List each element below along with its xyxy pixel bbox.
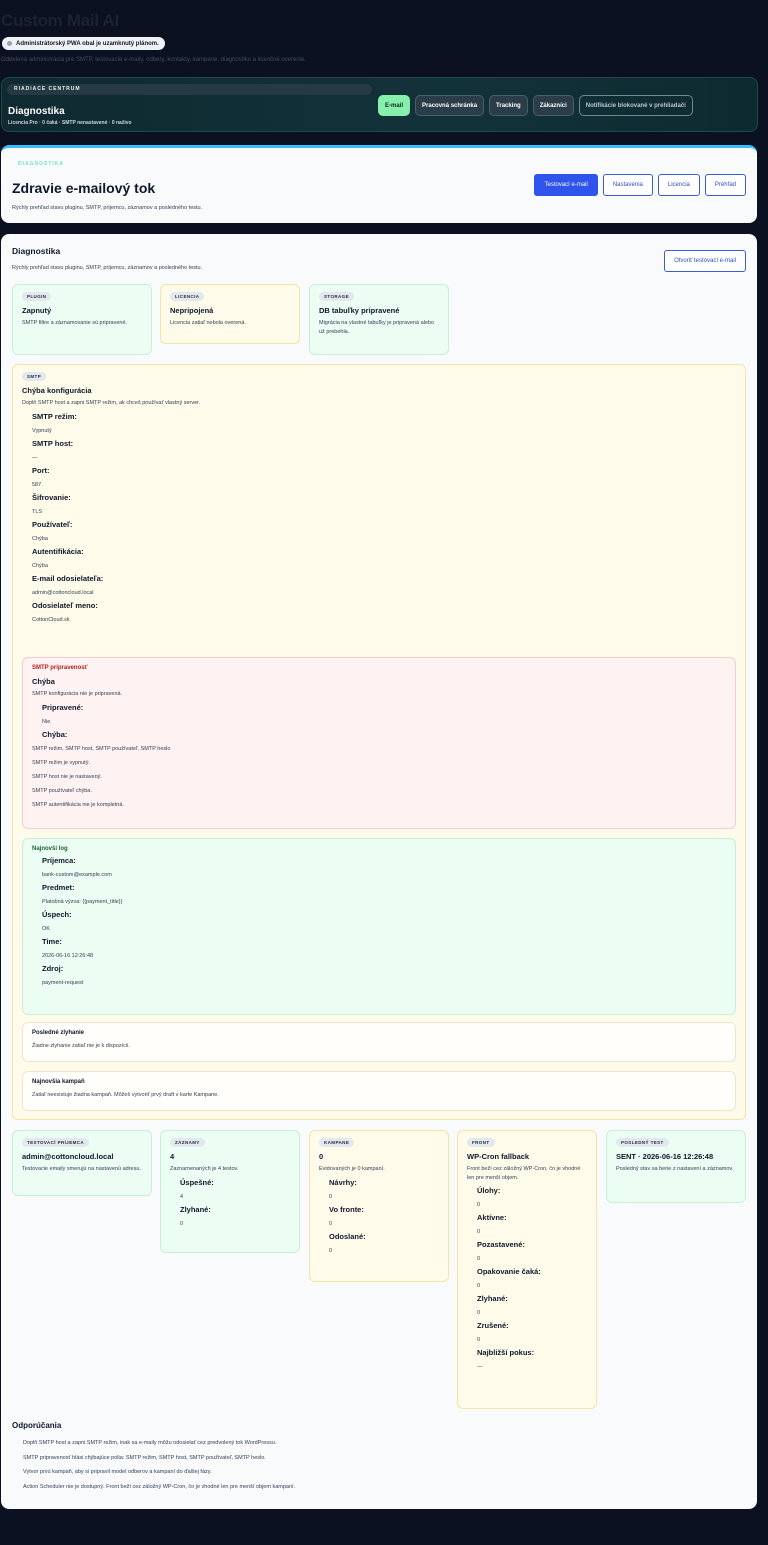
campaigns-card xyxy=(309,1130,449,1282)
last-failure-card xyxy=(22,1022,736,1062)
card-chip: LICENCIA xyxy=(170,292,204,301)
hero-actions xyxy=(534,174,746,196)
field-value: TLS xyxy=(32,508,43,515)
field-label: Time: xyxy=(42,937,62,946)
smtp-readiness-card xyxy=(22,657,736,829)
card-text: Posledný stav sa berie z nastavení a záznamov. xyxy=(616,1166,734,1172)
card-text: Migrácia na vlastné tabuľky je pripravená alebo už prebehla. xyxy=(319,320,435,335)
recommendation-item: SMTP pripravenosť hlási chýbajúce polia: SMTP režim, SMTP host, SMTP používateľ, SMTP heslo. xyxy=(23,1454,266,1461)
field-label: SMTP režim: xyxy=(32,411,77,421)
card-chip: TESTOVACÍ PRÍJEMCA xyxy=(22,1138,89,1147)
pwa-badge-label: Administrátorský PWA obal je uzamknutý plánom. xyxy=(16,40,159,47)
field-value: 0 xyxy=(477,1310,481,1317)
test-recipient-card xyxy=(12,1130,152,1196)
tab-inbox[interactable]: Pracovná schránka xyxy=(415,95,484,116)
page-title: Zdravie e-mailový tok xyxy=(12,180,156,196)
field-value: Chýba xyxy=(32,562,48,569)
field-label: Autentifikácia: xyxy=(32,546,84,556)
field-value: 0 xyxy=(477,1229,481,1236)
subsection-title: Najnovšia kampaň xyxy=(32,1079,85,1085)
card-text: Testovacie emaily smerujú na nastavenú adresu. xyxy=(22,1166,141,1172)
license-status-card xyxy=(160,284,300,344)
card-chip: SMTP xyxy=(22,372,46,381)
field-label: Zrušené: xyxy=(477,1321,509,1331)
section-subtitle: Rýchly prehľad stavu pluginu, SMTP, príjemcu, záznamov a posledného testu. xyxy=(12,265,203,271)
field-value: 0 xyxy=(180,1220,184,1227)
card-title: DB tabuľky pripravené xyxy=(319,306,400,315)
field-value: payment-request xyxy=(42,980,84,986)
issue-item: SMTP host nie je nastavený. xyxy=(32,773,102,780)
control-center-status: Licencia Pro · 0 čaká · SMTP nenastavené · 0 naživo xyxy=(8,120,132,126)
field-label: Port: xyxy=(32,465,50,475)
field-value: Chýba xyxy=(32,535,48,542)
card-title: 0 xyxy=(319,1152,324,1161)
card-title: admin@cottoncloud.local xyxy=(22,1152,114,1161)
records-card xyxy=(160,1130,300,1253)
issue-item: SMTP autentifikácia nie je kompletná. xyxy=(32,801,124,808)
card-title: SENT · 2026-06-16 12:26:48 xyxy=(616,1152,714,1161)
status-dot-icon xyxy=(7,41,12,46)
license-button[interactable]: Licencia xyxy=(658,174,700,196)
field-value: 587 xyxy=(32,481,42,488)
field-value: SMTP režim, SMTP host, SMTP používateľ, SMTP heslo xyxy=(32,745,171,752)
card-text: Licencia zatiaľ nebola overená. xyxy=(170,320,246,326)
field-value: — xyxy=(477,1364,483,1371)
card-chip: STORAGE xyxy=(319,292,354,301)
card-chip: ZÁZNAMY xyxy=(170,1138,205,1147)
recommendation-item: Vytvor prvú kampaň, aby si pripravil model odberov a kampaní do ďalšej fázy. xyxy=(23,1469,212,1475)
smtp-fields xyxy=(32,412,736,624)
card-title: 4 xyxy=(170,1152,175,1161)
plugin-status-card xyxy=(12,284,152,355)
readiness-fields xyxy=(42,703,726,740)
field-label: Príjemca: xyxy=(42,856,76,865)
field-label: Úspešné: xyxy=(180,1177,214,1187)
field-value: 4 xyxy=(180,1193,184,1200)
settings-button[interactable]: Nastavenia xyxy=(603,174,653,196)
diagnostics-hero xyxy=(1,145,757,223)
field-value: 0 xyxy=(477,1283,481,1290)
app-subtitle: Oddelená administrácia pre SMTP, testovacie e-maily, odbery, kontakty, kampane, diagnostiku a licenčné overenie. xyxy=(1,57,307,63)
tab-tracking[interactable]: Tracking xyxy=(489,95,528,116)
field-value: OK xyxy=(42,926,50,932)
field-label: Šifrovanie: xyxy=(32,492,71,502)
subsection-title: Posledné zlyhanie xyxy=(32,1030,85,1036)
control-center-title: Diagnostika xyxy=(8,106,65,117)
tab-email[interactable]: E-mail xyxy=(378,95,410,116)
card-chip: POSLEDNÝ TEST xyxy=(616,1138,669,1147)
issue-item: SMTP používateľ chýba. xyxy=(32,787,92,794)
readiness-text: SMTP konfigurácia nie je pripravená. xyxy=(32,691,123,697)
field-label: E-mail odosielateľa: xyxy=(32,573,104,583)
test-email-button[interactable]: Testovací e-mail xyxy=(534,174,597,196)
card-title: Nepripojená xyxy=(170,306,214,315)
readiness-status: Chýba xyxy=(32,677,55,686)
field-label: Predmet: xyxy=(42,883,75,892)
section-title: Diagnostika xyxy=(12,246,61,256)
latest-log-card xyxy=(22,838,736,1015)
field-label: Vo fronte: xyxy=(329,1204,364,1214)
field-label: Opakovanie čaká: xyxy=(477,1267,541,1277)
hero-subtitle: Rýchly prehľad stavu pluginu, SMTP, príjemcu, záznamov a posledného testu. xyxy=(12,205,203,211)
field-label: Odoslané: xyxy=(329,1231,366,1241)
card-text: Žiadne zlyhanie zatiaľ nie je k dispozícii. xyxy=(32,1043,130,1049)
field-label: Aktívne: xyxy=(477,1213,507,1223)
control-center-kicker: RIADIACE CENTRUM xyxy=(14,86,81,92)
tab-customers[interactable]: Zákazníci xyxy=(533,95,574,116)
issue-item: SMTP režim je vypnutý. xyxy=(32,759,90,766)
last-test-card xyxy=(606,1130,746,1203)
control-center xyxy=(1,77,758,132)
field-label: Návrhy: xyxy=(329,1177,357,1187)
diagnostics-panel xyxy=(1,234,757,1509)
hero-kicker: DIAGNOSTIKA xyxy=(18,161,64,167)
field-value: Platobná výzva: {{payment_title}} xyxy=(42,899,123,905)
card-text: Doplň SMTP host a zapni SMTP režim, ak chceš používať vlastný server. xyxy=(22,400,201,406)
field-label: Chýba: xyxy=(42,729,68,739)
latest-campaign-card xyxy=(22,1071,736,1111)
card-text: SMTP filtre a záznamovanie sú pripravené. xyxy=(22,320,128,326)
field-value: 2026-06-16 12:26:48 xyxy=(42,953,94,959)
field-value: 0 xyxy=(329,1193,333,1200)
open-test-email-button[interactable]: Otvoriť testovací e-mail xyxy=(664,250,746,272)
field-value: 0 xyxy=(477,1256,481,1263)
field-value: 0 xyxy=(329,1220,333,1227)
card-chip: FRONT xyxy=(467,1138,495,1147)
field-label: Pozastavené: xyxy=(477,1240,525,1250)
card-chip: KAMPANE xyxy=(319,1138,354,1147)
field-label: Najbližší pokus: xyxy=(477,1348,535,1358)
storage-status-card xyxy=(309,284,449,355)
field-label: SMTP host: xyxy=(32,438,74,448)
recommendation-item: Doplň SMTP host a zapni SMTP režim, inak sa e-maily môžu odosielať cez predvolený tok WordPressu. xyxy=(23,1440,277,1446)
control-center-tabs xyxy=(378,95,693,116)
field-label: Zlyhané: xyxy=(477,1294,508,1304)
recommendation-item: Action Scheduler nie je dostupný. Front beží cez záložný WP-Cron, čo je vhodné len pre menší objem kampaní. xyxy=(23,1483,296,1490)
field-value: 0 xyxy=(477,1202,481,1209)
field-value: 0 xyxy=(329,1247,333,1254)
field-label: Zdroj: xyxy=(42,964,64,973)
card-title: Chýba konfigurácia xyxy=(22,386,92,395)
card-chip: PLUGIN xyxy=(22,292,51,301)
subsection-title: Najnovší log xyxy=(32,846,68,852)
smtp-card xyxy=(12,364,746,1120)
card-text: Evidovaných je 0 kampaní. xyxy=(319,1166,385,1172)
field-value: CottonCloud.sk xyxy=(32,616,70,623)
card-text: Zatiaľ neexistuje žiadna kampaň. Môžeš vytvoriť prvý draft v karte Kampane. xyxy=(32,1092,219,1098)
field-value: admin@cottoncloud.local xyxy=(32,589,94,596)
pwa-lock-badge xyxy=(2,37,165,50)
overview-button[interactable]: Prehľad xyxy=(705,174,746,196)
card-title: WP-Cron fallback xyxy=(467,1152,530,1161)
field-label: Odosielateľ meno: xyxy=(32,600,98,610)
field-label: Úlohy: xyxy=(477,1186,501,1196)
field-label: Úspech: xyxy=(42,910,72,919)
queue-card xyxy=(457,1130,597,1409)
subsection-title: SMTP pripravenosť xyxy=(32,665,88,671)
recommendations-list xyxy=(23,1440,295,1498)
card-text: Front beží cez záložný WP-Cron, čo je vhodné len pre menší objem. xyxy=(467,1166,581,1181)
recommendations-title: Odporúčania xyxy=(12,1421,62,1430)
field-value: bank-custom@example.com xyxy=(42,872,112,878)
field-value: — xyxy=(32,454,38,461)
notifications-blocked-button[interactable]: Notifikácie blokované v prehliadači xyxy=(579,95,693,116)
app-title: Custom Mail AI xyxy=(1,11,119,30)
card-title: Zapnutý xyxy=(22,306,52,315)
field-label: Zlyhané: xyxy=(180,1204,211,1214)
field-label: Pripravené: xyxy=(42,702,84,712)
field-value: Nie xyxy=(42,718,51,725)
field-value: Vypnutý xyxy=(32,427,52,434)
field-value: 0 xyxy=(477,1337,481,1344)
field-label: Používateľ: xyxy=(32,519,73,529)
card-text: Zaznamenaných je 4 testov. xyxy=(170,1166,239,1172)
